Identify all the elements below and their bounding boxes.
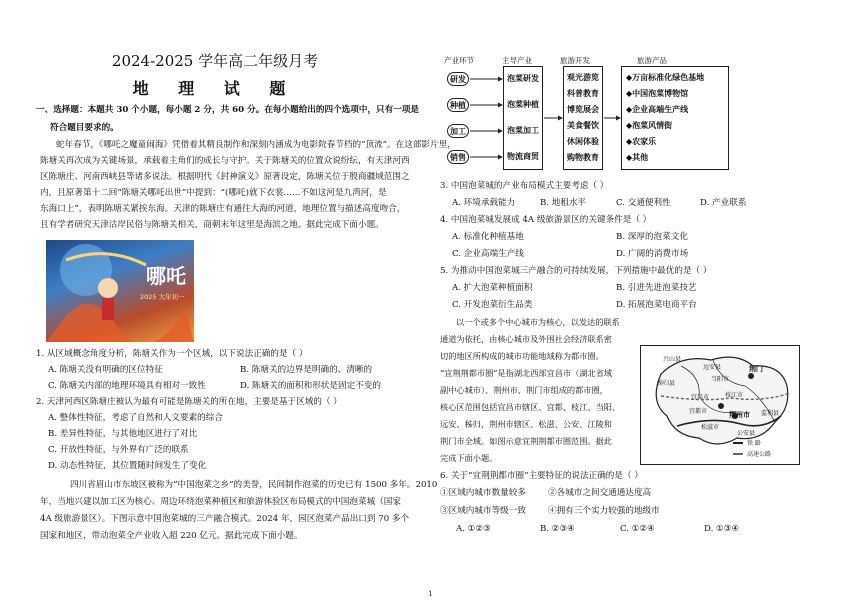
legend-highway-icon xyxy=(733,453,743,455)
section-instruction-line2: 符合题目要求的。 xyxy=(50,123,119,133)
q6-option-b[interactable]: B. ②③④ xyxy=(540,524,575,534)
passage-1-line: 蛇年春节，《哪吒之魔童闹海》凭借着其精良制作和深刻内涵成为电影院春节档的“顶流”。在这部影片里， xyxy=(56,140,456,150)
map-city-label: 枝江市 xyxy=(725,392,744,399)
page-number: 1 xyxy=(428,590,433,598)
legend-highway-label: 高速公路 xyxy=(747,451,772,458)
product-item: ◆农家乐 xyxy=(626,136,657,146)
map-city-label: 公安县 xyxy=(737,430,756,437)
q5-option-d[interactable]: D. 拓展泡菜电商平台 xyxy=(616,300,697,310)
product-item: ◆泡菜风情街 xyxy=(626,120,673,130)
map-city-label: 荆门 xyxy=(749,364,763,373)
q4-option-c[interactable]: C. 企业高端生产线 xyxy=(452,249,524,259)
industry-item: 泡菜加工 xyxy=(507,125,539,135)
passage-2-line: 四川省眉山市东坡区被称为“中国泡菜之乡”的美誉，民间制作泡菜的历史已有 1500 多年。2010 xyxy=(70,480,438,490)
map-city-label: 当阳市 xyxy=(711,376,730,383)
stage-box: 研发 xyxy=(447,72,469,86)
q4-option-a[interactable]: A. 标准化种植基地 xyxy=(452,232,524,242)
exam-title: 2024-2025 学年高二年级月考 xyxy=(111,52,319,70)
passage-3-line: 荆门市全域。如图示意宜荆荆都市圈范围。据此 xyxy=(440,436,612,446)
map-city-label: 远安县 xyxy=(703,364,722,371)
passage-3-line: 远安、秭归，荆州市辖区、松滋、公安、江陵和 xyxy=(440,419,612,429)
q2-option-c[interactable]: C. 开放性特征，与外界有广泛的联系 xyxy=(48,445,189,455)
q3-option-c[interactable]: C. 交通便利性 xyxy=(616,198,671,208)
poster-illustration xyxy=(46,240,194,342)
q6-statement-3: ③区域内城市等级一致 xyxy=(440,506,526,516)
question-3-stem: 3. 中国泡菜城的产业布局模式主要考虑（ ） xyxy=(440,181,609,191)
map-city-label: 宜都市 xyxy=(689,408,708,415)
map-city-label: 秭归县 xyxy=(657,380,676,387)
passage-1-line: 东海口上”，表明陈塘关紧挨东海。天津的陈塘庄有通往大海的河道，地理位置与描述高度吻合， xyxy=(40,204,406,214)
industry-item: 泡菜种植 xyxy=(507,99,539,109)
product-item: ◆万亩标准化绿色基地 xyxy=(626,72,705,82)
q6-statement-4: ④拥有三个实力较强的地级市 xyxy=(548,506,660,516)
diagram-header-industry: 主导产业 xyxy=(502,56,532,65)
q5-option-b[interactable]: B. 引进先进泡菜技艺 xyxy=(616,283,697,293)
movie-poster-image xyxy=(46,240,194,342)
map-city-label: 松滋市 xyxy=(701,424,720,431)
passage-2-line: 国家和地区，带动泡菜全产业收入超 220 亿元。据此完成下面小题。 xyxy=(40,531,303,541)
map-city-label: 荆州市 xyxy=(729,410,750,419)
question-5-stem: 5. 为推动中国泡菜城三产融合的可持续发展，下列措施中最优的是（ ） xyxy=(440,266,712,276)
diagram-header-products: 旅游产品 xyxy=(637,56,667,65)
legend-rail-label: 铁 路 xyxy=(747,440,761,447)
question-1-stem: 1. 从区域概念角度分析，陈塘关作为一个区域，以下说法正确的是（ ） xyxy=(36,349,308,359)
product-item: ◆中国泡菜博物馆 xyxy=(626,88,689,98)
legend-rail-icon xyxy=(733,442,743,444)
question-4-stem: 4. 中国泡菜城发展成 4A 级旅游景区的关键条件是（ ） xyxy=(440,215,652,225)
passage-2-line: 年，当地兴建以加工区为核心、周边环绕泡菜种植区和旅游体验区布局模式的中国泡菜城（国家 xyxy=(40,497,401,507)
passage-3-line: 核心区范围包括宜昌市辖区、宜都、枝江、当阳、 xyxy=(440,402,621,412)
q4-option-b[interactable]: B. 深厚的泡菜文化 xyxy=(616,232,688,242)
question-6-stem: 6. 关于“宜荆荆都市圈”主要特征的说法正确的是（ ） xyxy=(440,471,643,481)
product-item-label: 其他 xyxy=(632,152,649,162)
product-item-label: 泡菜风情街 xyxy=(632,120,673,130)
passage-3-line: 通道为依托，由核心城市及外围社会经济联系密 xyxy=(440,334,612,344)
map-city-label: 监利县 xyxy=(761,410,780,417)
poster-subtitle: 2025 大年初一 xyxy=(140,293,185,301)
q2-option-a[interactable]: A. 整体性特征，考虑了自然和人文要素的综合 xyxy=(48,413,223,423)
stage-box: 销售 xyxy=(447,150,469,164)
passage-3-line: 以一个或多个中心城市为核心，以发达的联系 xyxy=(456,317,620,327)
q2-option-b[interactable]: B. 差异性特征，与其他地区进行了对比 xyxy=(48,429,198,439)
diagram-arrows xyxy=(440,60,740,175)
diagram-header-tourism: 旅游开发 xyxy=(560,56,590,65)
q1-option-b[interactable]: B. 陈塘关的边界是明确的、清晰的 xyxy=(240,365,373,375)
passage-1-line: 区陈塘庄、河南西峡县等诸多说法。根据明代《封神演义》原著设定，陈塘关位于殷商疆域范围之 xyxy=(40,172,410,182)
passage-1-line: 陈塘关再次成为关键场景，承载着主角们的成长与守护。关于陈塘关的位置众说纷纭，有天津河西 xyxy=(40,156,410,166)
product-item-label: 农家乐 xyxy=(632,136,657,146)
diagram-header-stage: 产业环节 xyxy=(444,56,474,65)
tourism-item: 观光游览 xyxy=(567,72,599,82)
q6-option-c[interactable]: C. ①②④ xyxy=(620,524,655,534)
tourism-item: 购物教育 xyxy=(567,152,599,162)
q6-option-a[interactable]: A. ①②③ xyxy=(456,524,491,534)
q1-option-d[interactable]: D. 陈塘关的面积和形状是固定不变的 xyxy=(240,381,381,391)
passage-1-line: 内，且原著第十二回“陈塘关哪吒出世”中提到：“(哪吒)就下衣裳……不如这河是九湾河，是 xyxy=(40,188,387,198)
product-item-label: 中国泡菜博物馆 xyxy=(632,88,689,98)
industry-item: 物流商贸 xyxy=(507,151,539,161)
product-item-label: 万亩标准化绿色基地 xyxy=(632,72,705,82)
q1-option-c[interactable]: C. 陈塘关内部的地理环境具有相对一致性 xyxy=(48,381,206,391)
q6-statement-1: ①区域内城市数量较多 xyxy=(440,488,526,498)
tourism-item: 休闲体验 xyxy=(567,136,599,146)
q3-option-b[interactable]: B. 地租水平 xyxy=(540,198,587,208)
poster-title: 哪吒 xyxy=(146,264,186,288)
product-item: ◆其他 xyxy=(626,152,649,162)
question-2-stem: 2. 天津河西区陈塘庄被认为最有可能是陈塘关的所在地，主要是基于区域的（ ） xyxy=(36,397,342,407)
stage-box: 加工 xyxy=(447,124,469,138)
region-map xyxy=(640,345,800,465)
map-city-label: 宜昌市 xyxy=(691,394,710,401)
q6-option-d[interactable]: D. ①③④ xyxy=(704,524,740,534)
passage-3-line: 副中心城市）、荆州市、荆门市组成的都市圈， xyxy=(440,385,608,395)
q1-option-a[interactable]: A. 陈塘关没有明确的区位特征 xyxy=(48,365,163,375)
q5-option-a[interactable]: A. 扩大泡菜种植面积 xyxy=(452,283,533,293)
product-item: ◆企业高端生产线 xyxy=(626,104,689,114)
industry-item: 泡菜研发 xyxy=(507,73,539,83)
tourism-item: 博览展会 xyxy=(567,104,599,114)
q2-option-d[interactable]: D. 动态性特征，其位置随时间发生了变化 xyxy=(48,461,207,471)
q3-option-d[interactable]: D. 产业联系 xyxy=(700,198,747,208)
q3-option-a[interactable]: A. 环境承载能力 xyxy=(452,198,516,208)
map-city-label: 兴山县 xyxy=(663,356,682,363)
passage-3-line: 完成下面小题。 xyxy=(440,453,498,463)
passage-2-line: 4A 级旅游景区）。下图示意中国泡菜城的三产融合模式。2024 年，园区泡菜产品出口到 70 多个 xyxy=(40,514,410,524)
passage-3-line: “宜荆荆都市圈”是指湖北西部宜昌市（湖北省域 xyxy=(440,368,613,378)
passage-3-line: 切的地区所构成的城市功能地域称为都市圈。 xyxy=(440,351,604,361)
subject-title: 地 理 试 题 xyxy=(132,79,298,98)
passage-1-line: 且有学者研究天津沽岸民俗与陈塘关相关，商朝末年这里是海滨之地。据此完成下面小题。 xyxy=(40,220,384,230)
tourism-item: 美食餐饮 xyxy=(567,120,599,130)
q6-statement-2: ②各城市之间交通通达度高 xyxy=(548,488,652,498)
product-item-label: 企业高端生产线 xyxy=(632,104,689,114)
section-instruction-line1: 一、选择题：本题共 30 个小题，每小题 2 分，共 60 分。在每小题给出的四个选项中，只有一项是 xyxy=(36,105,420,115)
q4-option-d[interactable]: D. 广阔的消费市场 xyxy=(616,249,689,259)
stage-box: 种植 xyxy=(447,98,469,112)
q5-option-c[interactable]: C. 开发泡菜衍生品类 xyxy=(452,300,533,310)
tourism-item: 科普教育 xyxy=(567,88,599,98)
